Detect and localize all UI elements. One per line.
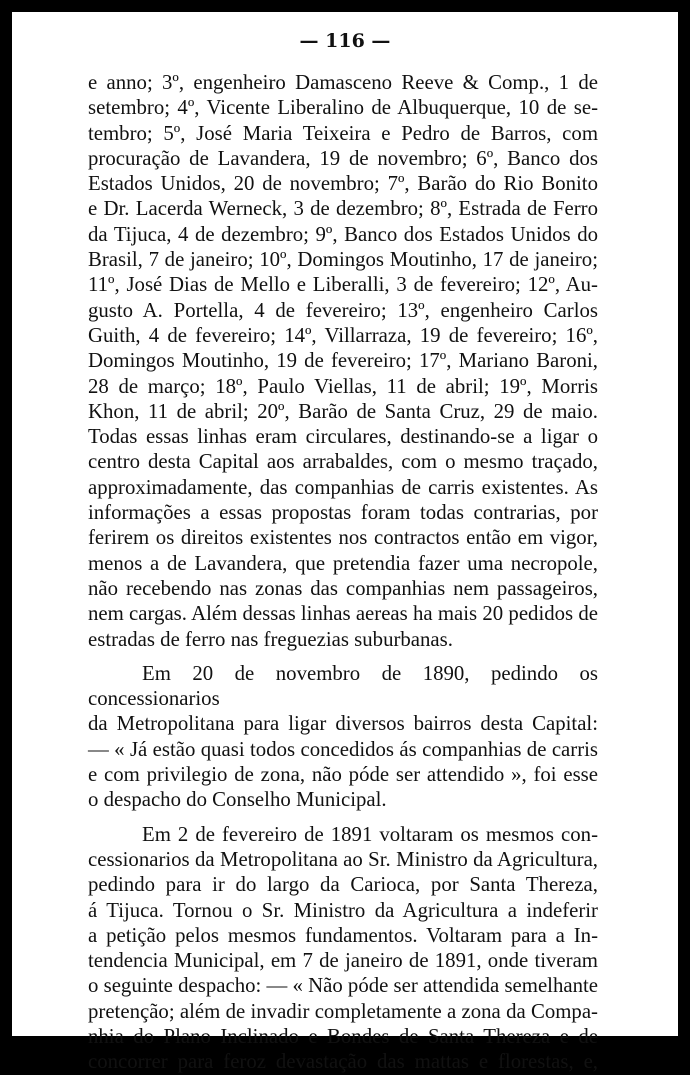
text-line: Khon, 11 de abril; 20º, Barão de Santa Cruz, 29 de maio. [88,399,598,423]
text-line: gusto A. Portella, 4 de fevereiro; 13º, engenheiro Carlos [88,298,598,322]
text-line: Estados Unidos, 20 de novembro; 7º, Barão do Rio Bonito [88,172,598,196]
book-page [12,12,678,1074]
text-line: e Dr. Lacerda Werneck, 3 de dezembro; 8º, Estrada de Ferro [88,197,598,221]
text-line: Em 2 de fevereiro de 1891 voltaram os mesmos con- [142,822,598,846]
text-line: pedindo para ir do largo da Carioca, por Santa Thereza, [88,873,598,897]
text-line: Domingos Moutinho, 19 de fevereiro; 17º, Mariano Baroni, [88,349,598,373]
text-line: tembro; 5º, José Maria Teixeira e Pedro de Barros, com [88,121,598,145]
text-line: Guith, 4 de fevereiro; 14º, Villarraza, 19 de fevereiro; 16º, [88,323,598,347]
text-line: 28 de março; 18º, Paulo Viellas, 11 de abril; 19º, Morris [88,374,598,398]
text-line: não recebendo nas zonas das companhias nem passageiros, [88,576,598,600]
page-number: — 116 — [299,30,391,52]
text-line: centro desta Capital aos arrabaldes, com o mesmo traçado, [88,450,598,474]
text-line: e anno; 3º, engenheiro Damasceno Reeve & Comp., 1 de [88,71,598,94]
text-line: nem cargas. Além dessas linhas aereas ha mais 20 pedidos de [88,602,598,626]
text-line: — « Já estão quasi todos concedidos ás companhias de carris [88,737,598,761]
text-line: Em 20 de novembro de 1890, pedindo os concessionarios [88,661,598,711]
text-line: procuração de Lavandera, 19 de novembro; 6º, Banco dos [88,146,598,170]
text-line: da Metropolitana para ligar diversos bairros desta Capital: [88,712,598,736]
text-line: 11º, José Dias de Mello e Liberalli, 3 de fevereiro; 12º, Au- [88,273,598,297]
text-line: da Tijuca, 4 de dezembro; 9º, Banco dos Estados Unidos do [88,222,598,246]
paragraph [88,661,598,813]
body-text [88,70,598,1075]
text-line: ferirem os direitos existentes nos contractos então em vigor, [88,526,598,550]
text-line: pretenção; além de invadir completamente a zona da Compa- [88,999,598,1023]
text-line: concorrer para feroz devastação das mattas e florestas, e, [88,1050,598,1074]
text-line: nhia do Plano Inclinado e Bondes de Santa Thereza e de [88,1024,598,1048]
paragraph [88,70,598,652]
text-line: menos a de Lavandera, que pretendia fazer uma necropole, [88,551,598,575]
text-line: á Tijuca. Tornou o Sr. Ministro da Agricultura a indeferir [88,898,598,922]
text-line: informações a essas propostas foram todas contrarias, por [88,501,598,525]
paragraph [88,822,598,1075]
text-line: Todas essas linhas eram circulares, destinando-se a ligar o [88,425,598,449]
text-line: tendencia Municipal, em 7 de janeiro de 1891, onde tiveram [88,949,598,973]
text-line: approximadamente, das companhias de carris existentes. As [88,475,598,499]
text-line: setembro; 4º, Vicente Liberalino de Albuquerque, 10 de se- [88,96,598,120]
text-line: e com privilegio de zona, não póde ser attendido », foi esse [88,763,598,787]
text-line: Brasil, 7 de janeiro; 10º, Domingos Moutinho, 17 de janeiro; [88,248,598,272]
text-line: cessionarios da Metropolitana ao Sr. Ministro da Agricultura, [88,847,598,871]
text-line: o despacho do Conselho Municipal. [88,788,387,812]
text-line: o seguinte despacho: — « Não póde ser attendida semelhante [88,974,598,998]
text-line: estradas de ferro nas freguezias suburbanas. [88,627,453,651]
text-line: a petição pelos mesmos fundamentos. Voltaram para a In- [88,923,598,947]
